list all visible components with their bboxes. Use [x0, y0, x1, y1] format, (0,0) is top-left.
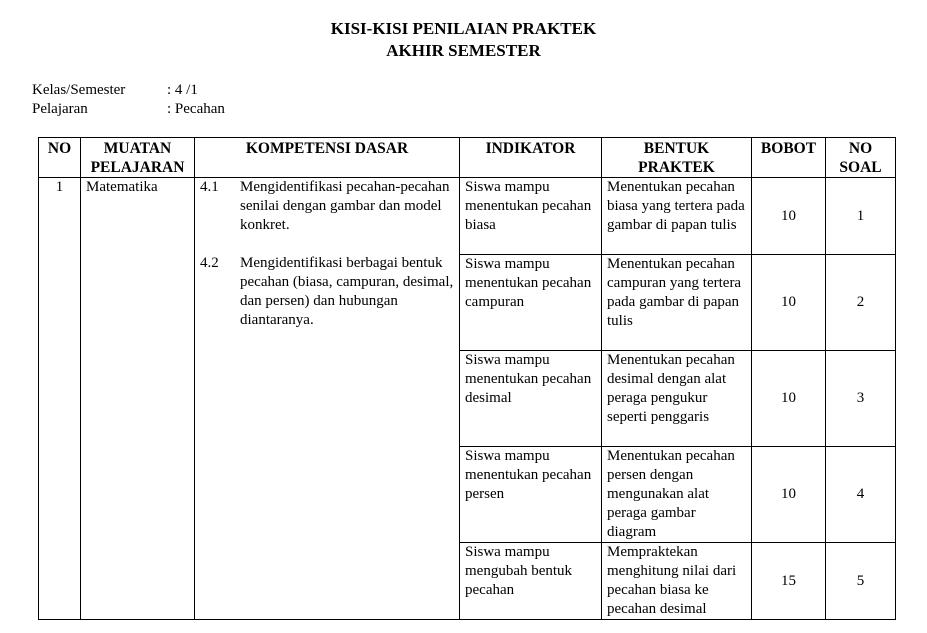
header-no-soal: NO SOAL: [826, 138, 896, 178]
cell-bobot: 10: [752, 351, 826, 447]
cell-bentuk: Mempraktekan menghitung nilai dari pecahan biasa ke pecahan desimal: [602, 543, 752, 620]
header-kompetensi: KOMPETENSI DASAR: [195, 138, 460, 178]
kisi-kisi-table: [38, 137, 896, 620]
header-bentuk: BENTUK PRAKTEK: [602, 138, 752, 178]
kompetensi-item: [200, 254, 454, 330]
cell-bentuk: Menentukan pecahan desimal dengan alat peraga pengukur seperti penggaris: [602, 351, 752, 447]
header-no: NO: [39, 138, 81, 178]
meta-kelas-label: Kelas/Semester: [32, 82, 126, 98]
cell-indikator: Siswa mampu menentukan pecahan biasa: [460, 178, 602, 255]
meta-pelajaran-value: : Pecahan: [167, 101, 225, 117]
meta-kelas-value: : 4 /1: [167, 82, 198, 98]
table-header-row: [39, 138, 896, 178]
meta-pelajaran-label: Pelajaran: [32, 101, 88, 117]
table-row: [39, 178, 896, 255]
cell-indikator: Siswa mampu menentukan pecahan desimal: [460, 351, 602, 447]
cell-bobot: 10: [752, 255, 826, 351]
cell-no-soal: 2: [826, 255, 896, 351]
cell-kompetensi: [195, 178, 460, 620]
cell-bentuk: Menentukan pecahan campuran yang tertera pada gambar di papan tulis: [602, 255, 752, 351]
kompetensi-number: 4.1: [200, 179, 219, 195]
cell-bentuk: Menentukan pecahan persen dengan mengunakan alat peraga gambar diagram: [602, 447, 752, 543]
cell-bobot: 10: [752, 178, 826, 255]
meta-pelajaran: [32, 100, 225, 119]
cell-indikator: Siswa mampu menentukan pecahan persen: [460, 447, 602, 543]
cell-bobot: 15: [752, 543, 826, 620]
kompetensi-text: Mengidentifikasi berbagai bentuk pecahan (biasa, campuran, desimal, dan persen) dan hubungan diantaranya.: [240, 255, 454, 328]
cell-no-soal: 4: [826, 447, 896, 543]
cell-bobot: 10: [752, 447, 826, 543]
cell-no-soal: 1: [826, 178, 896, 255]
header-muatan: MUATAN PELAJARAN: [81, 138, 195, 178]
cell-no-soal: 3: [826, 351, 896, 447]
cell-no-soal: 5: [826, 543, 896, 620]
header-indikator: INDIKATOR: [460, 138, 602, 178]
document-subtitle: AKHIR SEMESTER: [386, 41, 541, 60]
kompetensi-number: 4.2: [200, 255, 219, 271]
meta-kelas: [32, 81, 198, 100]
cell-muatan: Matematika: [81, 178, 195, 620]
cell-bentuk: Menentukan pecahan biasa yang tertera pada gambar di papan tulis: [602, 178, 752, 255]
kompetensi-item: [200, 178, 454, 235]
cell-indikator: Siswa mampu menentukan pecahan campuran: [460, 255, 602, 351]
cell-no: 1: [39, 178, 81, 620]
kompetensi-text: Mengidentifikasi pecahan-pecahan senilai dengan gambar dan model konkret.: [240, 179, 450, 233]
document-title: KISI-KISI PENILAIAN PRAKTEK: [330, 19, 597, 38]
header-bobot: BOBOT: [752, 138, 826, 178]
cell-indikator: Siswa mampu mengubah bentuk pecahan: [460, 543, 602, 620]
